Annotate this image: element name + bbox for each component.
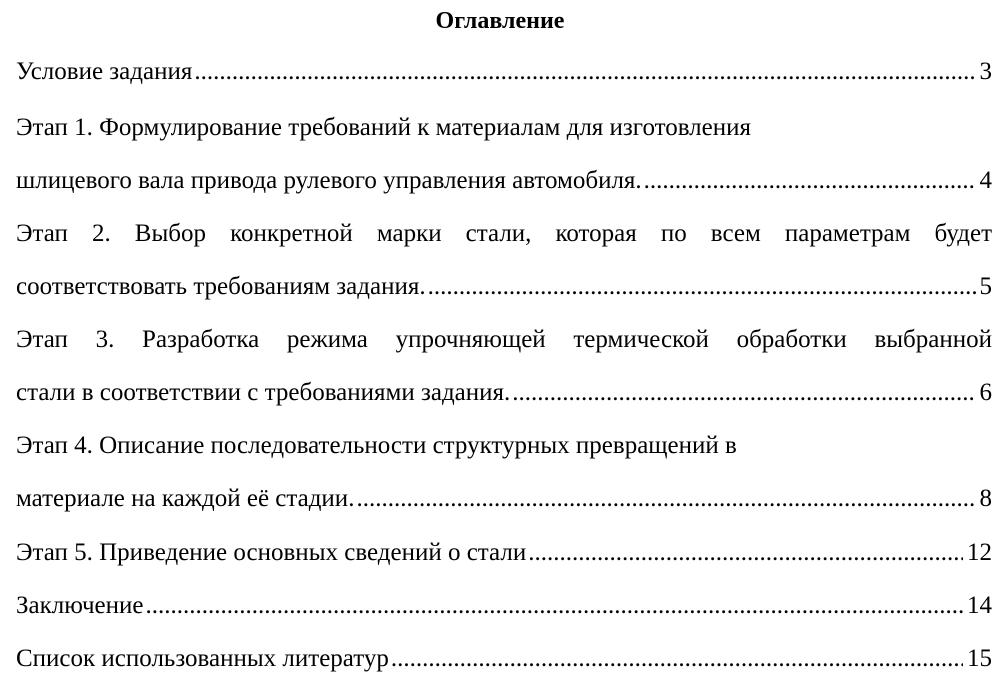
toc-entry-conditions[interactable] — [16, 57, 992, 87]
toc-entry-stage-5[interactable] — [16, 538, 992, 568]
toc-entry-stage-1[interactable] — [16, 166, 992, 196]
toc-dot-leader — [512, 378, 975, 408]
toc-entry-conclusion[interactable] — [16, 591, 992, 621]
toc-page-number: 6 — [979, 379, 992, 406]
toc-entry-stage-1-line-1[interactable]: Этап 1. Формулирование требований к материалам для изготовления — [16, 114, 752, 141]
toc-dot-leader — [528, 538, 963, 568]
toc-page-number: 5 — [979, 273, 992, 300]
toc-dot-leader — [391, 644, 963, 674]
toc-entry-stage-2[interactable] — [16, 272, 992, 302]
toc-dot-leader — [644, 166, 976, 196]
toc-entry-stage-3[interactable] — [16, 378, 992, 408]
toc-page-number: 4 — [979, 167, 992, 194]
toc-page-number: 14 — [967, 592, 992, 619]
toc-entry-stage-3-line-1[interactable]: Этап 3. Разработка режима упрочняющей термической обработки выбранной — [16, 326, 992, 353]
toc-entry-stage-4[interactable] — [16, 484, 992, 514]
toc-page-number: 8 — [979, 485, 992, 512]
toc-page-number: 15 — [967, 645, 992, 672]
toc-entry-references[interactable] — [16, 644, 992, 674]
toc-entry-text: шлицевого вала привода рулевого управления автомобиля. — [16, 167, 642, 194]
toc-dot-leader — [428, 272, 976, 302]
toc-entry-text: Этап 5. Приведение основных сведений о стали — [16, 539, 527, 566]
toc-entry-text: стали в соответствии с требованиями задания. — [16, 379, 511, 406]
toc-dot-leader — [356, 484, 975, 514]
toc-entry-text: Список использованных литератур — [16, 645, 389, 672]
toc-page-number: 12 — [967, 539, 992, 566]
toc-dot-leader — [146, 591, 964, 621]
toc-entry-stage-4-line-1[interactable]: Этап 4. Описание последовательности структурных превращений в — [16, 432, 737, 459]
toc-entry-text: Условие задания — [16, 58, 193, 85]
toc-title: Оглавление — [435, 8, 565, 34]
toc-entry-text: Заключение — [16, 592, 144, 619]
toc-page-number: 3 — [979, 58, 992, 85]
toc-entry-stage-2-line-1[interactable]: Этап 2. Выбор конкретной марки стали, которая по всем параметрам будет — [16, 220, 992, 247]
toc-dot-leader — [194, 57, 975, 87]
toc-entry-text: материале на каждой её стадии. — [16, 485, 355, 512]
toc-entry-text: соответствовать требованиям задания. — [16, 273, 426, 300]
